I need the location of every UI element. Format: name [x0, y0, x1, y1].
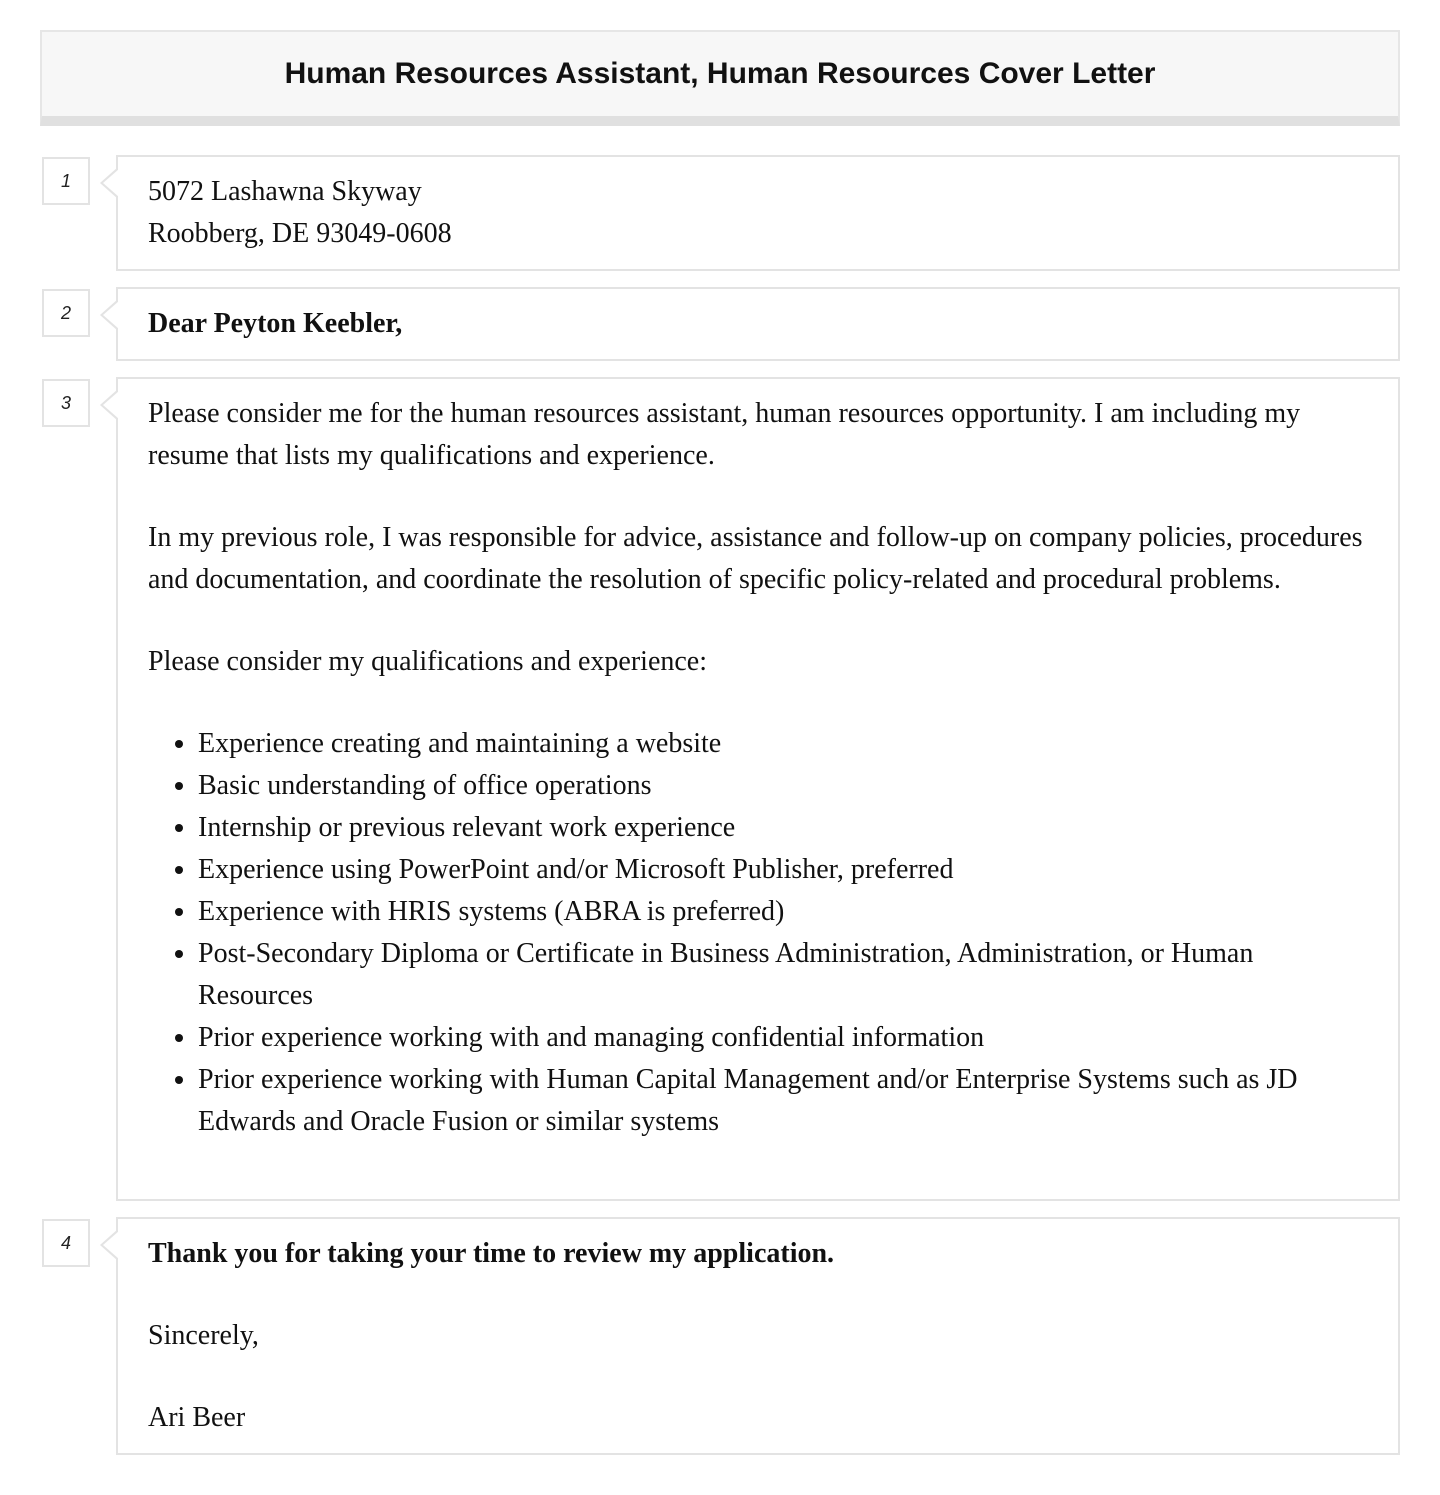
previous-role-paragraph: In my previous role, I was responsible for advice, assistance and follow-up on company policies, procedures and documentation, and coordinate the resolution of specific policy-related and procedural problems. — [148, 522, 1363, 595]
signer-name: Ari Beer — [148, 1402, 246, 1433]
address-line-2: Roobberg, DE 93049-0608 — [148, 218, 452, 249]
greeting-section — [116, 287, 1400, 361]
list-item: • Post-Secondary Diploma or Certificate in Business Administration, Administration, or Human Resources — [198, 933, 1368, 1017]
address-section — [116, 155, 1400, 271]
qualifications-intro: Please consider my qualifications and experience: — [148, 646, 708, 677]
greeting: Dear Peyton Keebler, — [148, 308, 403, 339]
signoff: Sincerely, — [148, 1320, 259, 1351]
title-bar — [40, 30, 1400, 126]
qualifications-list — [148, 723, 1368, 1143]
list-item: • Experience with HRIS systems (ABRA is preferred) — [198, 891, 1368, 933]
closing-section — [116, 1217, 1400, 1455]
list-item: • Basic understanding of office operations — [198, 765, 1368, 807]
list-item: • Prior experience working with Human Capital Management and/or Enterprise Systems such as JD Edwards and Oracle Fusion or similar systems — [198, 1059, 1368, 1143]
page-title: Human Resources Assistant, Human Resources Cover Letter — [284, 57, 1156, 90]
section-number-3: 3 — [42, 379, 90, 427]
address-line-1: 5072 Lashawna Skyway — [148, 176, 422, 207]
section-number-4: 4 — [42, 1219, 90, 1267]
list-item: • Internship or previous relevant work experience — [198, 807, 1368, 849]
list-item: • Prior experience working with and managing confidential information — [198, 1017, 1368, 1059]
body-section — [116, 377, 1400, 1201]
intro-paragraph: Please consider me for the human resources assistant, human resources opportunity. I am including my resume that lists my qualifications and experience. — [148, 398, 1301, 471]
thank-you-line: Thank you for taking your time to review my application. — [148, 1238, 835, 1269]
section-number-1: 1 — [42, 157, 90, 205]
list-item: • Experience using PowerPoint and/or Microsoft Publisher, preferred — [198, 849, 1368, 891]
list-item: • Experience creating and maintaining a website — [198, 723, 1368, 765]
section-number-2: 2 — [42, 289, 90, 337]
